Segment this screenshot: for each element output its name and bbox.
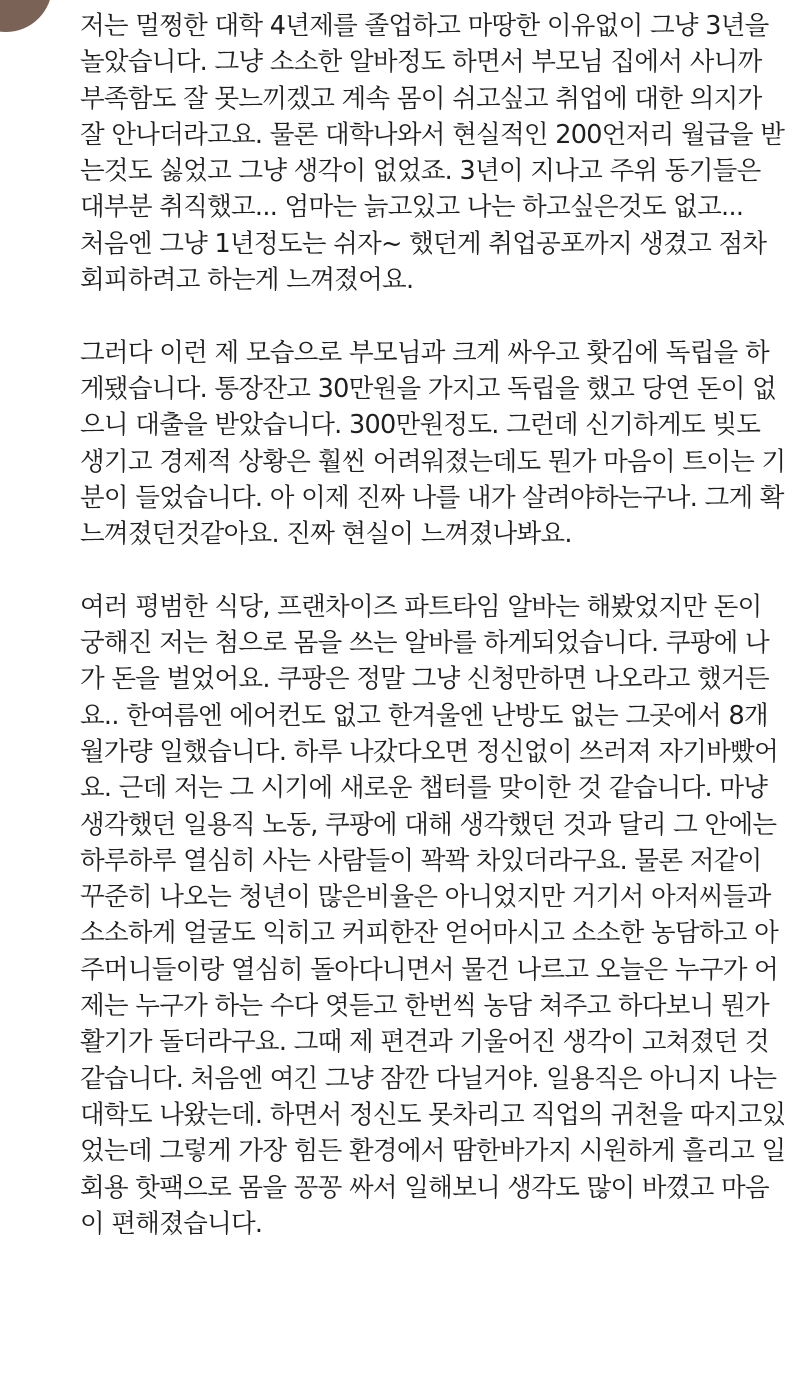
text-line: 대학도 나왔는데. 하면서 정신도 못차리고 직업의 귀천을 따지고있 <box>80 1099 786 1130</box>
text-line: 주머니들이랑 열심히 돌아다니면서 물건 나르고 오늘은 누구가 어 <box>80 954 779 985</box>
text-line: 회피하려고 하는게 느껴졌어요. <box>80 265 414 296</box>
paragraph <box>80 589 796 1242</box>
text-line: 꾸준히 나오는 청년이 많은비율은 아니었지만 거기서 아저씨들과 <box>80 882 771 913</box>
paragraph <box>80 8 796 298</box>
text-line: 같습니다. 처음엔 여긴 그냥 잠깐 다닐거야. 일용직은 아니지 나는 <box>80 1063 777 1094</box>
text-line: 요. 근데 저는 그 시기에 새로운 챕터를 맞이한 것 같습니다. 마냥 <box>80 773 768 804</box>
post-body <box>80 8 796 1242</box>
text-line: 제는 누구가 하는 수다 엿듣고 한번씩 농담 쳐주고 하다보니 뭔가 <box>80 991 769 1022</box>
text-line: 여러 평범한 식당, 프랜차이즈 파트타임 알바는 해봤었지만 돈이 <box>80 591 762 622</box>
text-line: 가 돈을 벌었어요. 쿠팡은 정말 그냥 신청만하면 나오라고 했거든 <box>80 664 769 695</box>
text-line: 소소하게 얼굴도 익히고 커피한잔 얻어마시고 소소한 농담하고 아 <box>80 918 779 949</box>
paragraph <box>80 335 796 553</box>
text-line: 느껴졌던것같아요. 진짜 현실이 느껴졌나봐요. <box>80 519 572 550</box>
text-line: 그러다 이런 제 모습으로 부모님과 크게 싸우고 홧김에 독립을 하 <box>80 337 769 368</box>
text-line: 하루하루 열심히 사는 사람들이 꽉꽉 차있더라구요. 물론 저같이 <box>80 845 762 876</box>
avatar <box>0 0 52 32</box>
text-line: 이 편해졌습니다. <box>80 1208 263 1239</box>
text-line: 게됐습니다. 통장잔고 30만원을 가지고 독립을 했고 당연 돈이 없 <box>80 373 777 404</box>
text-line: 저는 멀쩡한 대학 4년제를 졸업하고 마땅한 이유없이 그냥 3년을 <box>80 11 769 41</box>
text-line: 놀았습니다. 그냥 소소한 알바정도 하면서 부모님 집에서 사니까 <box>80 47 762 78</box>
text-line: 월가량 일했습니다. 하루 나갔다오면 정신없이 쓰러져 자기바빴어 <box>80 736 779 767</box>
text-line: 었는데 그렇게 가장 힘든 환경에서 땀한바가지 시원하게 흘리고 일 <box>80 1136 786 1167</box>
text-line: 분이 들었습니다. 아 이제 진짜 나를 내가 살려야하는구나. 그게 확 <box>80 482 784 513</box>
text-line: 회용 핫팩으로 몸을 꽁꽁 싸서 일해보니 생각도 많이 바꼈고 마음 <box>80 1172 769 1203</box>
text-line: 궁해진 저는 첨으로 몸을 쓰는 알바를 하게되었습니다. 쿠팡에 나 <box>80 628 769 659</box>
text-line: 활기가 돌더라구요. 그때 제 편견과 기울어진 생각이 고쳐졌던 것 <box>80 1027 769 1058</box>
text-line: 생기고 경제적 상황은 훨씬 어려워졌는데도 뭔가 마음이 트이는 기 <box>80 446 786 477</box>
text-line: 생각했던 일용직 노동, 쿠팡에 대해 생각했던 것과 달리 그 안에는 <box>80 809 777 840</box>
text-line: 부족함도 잘 못느끼겠고 계속 몸이 쉬고싶고 취업에 대한 의지가 <box>80 83 762 114</box>
text-line: 처음엔 그냥 1년정도는 쉬자~ 했던게 취업공포까지 생겼고 점차 <box>80 228 767 259</box>
text-line: 요.. 한여름엔 에어컨도 없고 한겨울엔 난방도 없는 그곳에서 8개 <box>80 700 768 731</box>
text-line: 는것도 싫었고 그냥 생각이 없었죠. 3년이 지나고 주위 동기들은 <box>80 156 761 187</box>
paragraph-gap <box>80 298 796 334</box>
text-line: 대부분 취직했고... 엄마는 늙고있고 나는 하고싶은것도 없고... <box>80 192 744 223</box>
text-line: 잘 안나더라고요. 물론 대학나와서 현실적인 200언저리 월급을 받 <box>80 119 785 150</box>
text-line: 으니 대출을 받았습니다. 300만원정도. 그런데 신기하게도 빚도 <box>80 410 761 441</box>
paragraph-gap <box>80 552 796 588</box>
